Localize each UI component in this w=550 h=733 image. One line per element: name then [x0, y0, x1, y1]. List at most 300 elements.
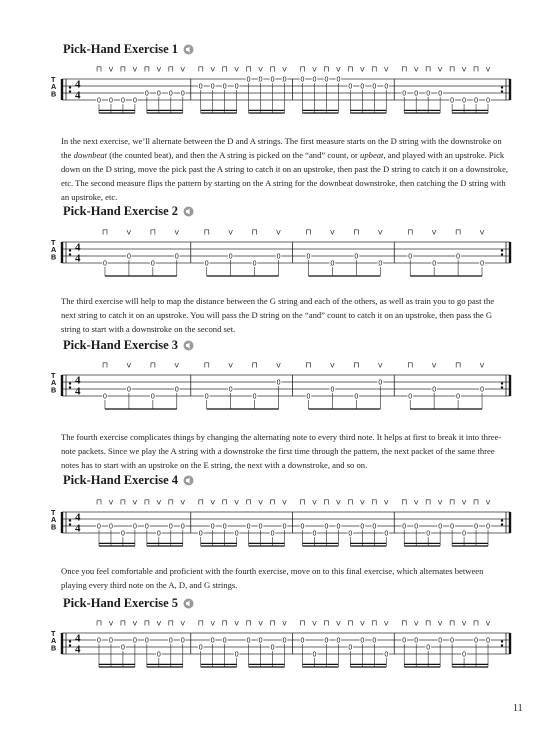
- downstroke-icon: ⊓: [269, 497, 276, 507]
- fret-number: 0: [234, 83, 239, 91]
- fret-number: 0: [324, 523, 329, 531]
- upstroke-icon: V: [378, 361, 383, 370]
- upstroke-icon: V: [336, 619, 341, 628]
- downstroke-icon: ⊓: [143, 497, 150, 507]
- repeat-dot: [501, 519, 503, 521]
- time-signature-top: 4: [75, 511, 81, 524]
- fret-number: 0: [450, 523, 455, 531]
- fret-number: 0: [246, 76, 251, 84]
- downstroke-icon: ⊓: [472, 497, 480, 507]
- exercise-title: Pick-Hand Exercise 2: [63, 204, 179, 218]
- paragraph-2: The third exercise will help to map the distance between the G string and each of the others, as well as train you to go past the next string to catch it on an upstroke. You will pass the D string on the “and” count to catch it on an upstroke, then pass the G string to start with a downstroke on the second set.: [61, 296, 495, 334]
- tab-staff: [51, 498, 510, 547]
- fret-number: 0: [198, 530, 203, 538]
- fret-number: 0: [174, 386, 179, 394]
- downstroke-icon: ⊓: [425, 64, 432, 74]
- downstroke-icon: ⊓: [197, 497, 204, 507]
- fret-number: 0: [330, 260, 335, 268]
- upstroke-icon: V: [276, 228, 281, 237]
- fret-number: 0: [438, 523, 443, 531]
- upstroke-icon: V: [360, 498, 365, 507]
- fret-number: 0: [132, 523, 137, 531]
- upstroke-icon: V: [228, 361, 233, 370]
- upstroke-icon: V: [413, 619, 419, 628]
- tab-staff-exercise-1: [0, 63, 550, 113]
- exercise-2-heading: [63, 204, 194, 221]
- downstroke-icon: ⊓: [472, 618, 480, 628]
- repeat-dot: [501, 382, 503, 384]
- fret-number: 0: [150, 393, 155, 401]
- time-signature-bottom: 4: [75, 385, 81, 398]
- downstroke-icon: ⊓: [323, 618, 330, 628]
- downstroke-icon: ⊓: [197, 618, 204, 628]
- fret-number: 0: [480, 260, 484, 268]
- tab-staff: [51, 361, 510, 410]
- downstroke-icon: ⊓: [425, 618, 432, 628]
- fret-number: 0: [312, 76, 317, 84]
- upstroke-icon: V: [437, 65, 443, 74]
- downstroke-icon: ⊓: [167, 497, 174, 507]
- paragraph-4: Once you feel comfortable and proficient with the fourth exercise, move on to this final exercise, which alternates between playing every third note on the A, D, and G strings.: [61, 566, 484, 590]
- tab-clef-letter: T: [51, 238, 56, 247]
- repeat-dot: [69, 86, 71, 88]
- fret-number: 0: [246, 637, 251, 645]
- fret-number: 0: [234, 651, 239, 659]
- fret-number: 0: [180, 637, 185, 645]
- fret-number: 0: [246, 523, 251, 531]
- downstroke-icon: ⊓: [454, 227, 462, 237]
- fret-number: 0: [276, 253, 281, 261]
- fret-number: 0: [120, 644, 125, 652]
- upstroke-icon: V: [132, 619, 138, 628]
- fret-number: 0: [204, 393, 209, 401]
- downstroke-icon: ⊓: [203, 360, 210, 370]
- downstroke-icon: ⊓: [407, 227, 414, 237]
- downstroke-icon: ⊓: [353, 227, 360, 237]
- downstroke-icon: ⊓: [149, 227, 156, 237]
- fret-number: 0: [210, 637, 215, 645]
- downstroke-icon: ⊓: [305, 227, 312, 237]
- downstroke-icon: ⊓: [269, 618, 276, 628]
- downstroke-icon: ⊓: [119, 64, 127, 74]
- downstroke-icon: ⊓: [347, 497, 354, 507]
- tab-staff-exercise-3: [0, 359, 550, 409]
- fret-number: 0: [402, 523, 407, 531]
- fret-number: 0: [97, 97, 101, 105]
- fret-number: 0: [228, 253, 233, 261]
- upstroke-icon: V: [210, 65, 215, 74]
- upstroke-icon: V: [180, 498, 185, 507]
- upstroke-icon: V: [156, 619, 162, 628]
- downstroke-icon: ⊓: [143, 64, 150, 74]
- fret-number: 0: [150, 260, 155, 268]
- downstroke-icon: ⊓: [371, 64, 378, 74]
- downstroke-icon: ⊓: [323, 497, 330, 507]
- fret-number: 0: [109, 97, 113, 105]
- downstroke-icon: ⊓: [95, 64, 103, 74]
- downstroke-icon: ⊓: [245, 497, 252, 507]
- upstroke-icon: V: [108, 498, 114, 507]
- fret-number: 0: [360, 523, 365, 531]
- upstroke-icon: V: [479, 228, 485, 237]
- downstroke-icon: ⊓: [371, 497, 378, 507]
- fret-number: 0: [109, 637, 113, 645]
- tab-staff-exercise-5: [0, 617, 550, 667]
- fret-number: 0: [372, 523, 377, 531]
- downstroke-icon: ⊓: [95, 497, 103, 507]
- downstroke-icon: ⊓: [251, 227, 258, 237]
- downstroke-icon: ⊓: [119, 618, 127, 628]
- fret-number: 0: [252, 260, 257, 268]
- upstroke-icon: V: [437, 498, 443, 507]
- upstroke-icon: V: [126, 361, 132, 370]
- repeat-dot: [69, 519, 71, 521]
- upstroke-icon: V: [485, 498, 491, 507]
- fret-number: 0: [306, 253, 311, 261]
- downstroke-icon: ⊓: [221, 618, 228, 628]
- downstroke-icon: ⊓: [401, 618, 408, 628]
- fret-number: 0: [198, 644, 203, 652]
- tab-staff: [51, 619, 510, 668]
- upstroke-icon: V: [485, 619, 491, 628]
- time-signature-top: 4: [75, 632, 81, 645]
- repeat-dot: [501, 86, 503, 88]
- audio-icon[interactable]: [183, 340, 194, 355]
- fret-number: 0: [120, 530, 125, 538]
- upstroke-icon: V: [312, 65, 317, 74]
- tab-clef-letter: B: [51, 643, 57, 653]
- upstroke-icon: V: [132, 65, 138, 74]
- fret-number: 0: [156, 651, 161, 659]
- downstroke-icon: ⊓: [221, 497, 228, 507]
- upstroke-icon: V: [330, 228, 335, 237]
- upstroke-icon: V: [258, 65, 263, 74]
- fret-number: 0: [348, 644, 353, 652]
- downstroke-icon: ⊓: [305, 360, 312, 370]
- tab-clef-letter: B: [51, 252, 57, 262]
- fret-number: 0: [144, 523, 149, 531]
- tab-clef-letter: T: [51, 508, 56, 517]
- fret-number: 0: [414, 637, 419, 645]
- downstroke-icon: ⊓: [251, 360, 258, 370]
- tab-clef-letter: T: [51, 629, 56, 638]
- audio-icon[interactable]: [183, 206, 194, 221]
- downstroke-icon: ⊓: [448, 64, 456, 74]
- downstroke-icon: ⊓: [299, 618, 306, 628]
- fret-number: 0: [270, 644, 275, 652]
- repeat-dot: [69, 386, 71, 388]
- fret-number: 0: [426, 530, 431, 538]
- exercise-5-heading: [63, 596, 194, 613]
- upstroke-icon: V: [258, 498, 263, 507]
- downstroke-icon: ⊓: [425, 497, 432, 507]
- upstroke-icon: V: [413, 498, 419, 507]
- upstroke-icon: V: [431, 228, 437, 237]
- fret-number: 0: [282, 523, 287, 531]
- upstroke-icon: V: [126, 228, 132, 237]
- fret-number: 0: [384, 651, 389, 659]
- fret-number: 0: [462, 651, 467, 659]
- upstroke-icon: V: [378, 228, 383, 237]
- upstroke-icon: V: [461, 619, 467, 628]
- fret-number: 0: [486, 523, 490, 531]
- upstroke-icon: V: [360, 619, 365, 628]
- downstroke-icon: ⊓: [245, 64, 252, 74]
- fret-number: 0: [103, 260, 107, 268]
- fret-number: 0: [402, 637, 407, 645]
- downstroke-icon: ⊓: [401, 497, 408, 507]
- fret-number: 0: [228, 386, 233, 394]
- fret-number: 0: [132, 97, 137, 105]
- upstroke-icon: V: [234, 619, 239, 628]
- tab-clef-letter: A: [51, 636, 57, 646]
- fret-number: 0: [300, 76, 305, 84]
- upstroke-icon: V: [384, 65, 389, 74]
- tab-clef-letter: B: [51, 385, 57, 395]
- repeat-dot: [501, 386, 503, 388]
- fret-number: 0: [210, 83, 215, 91]
- downstroke-icon: ⊓: [101, 227, 109, 237]
- upstroke-icon: V: [276, 361, 281, 370]
- fret-number: 0: [348, 530, 353, 538]
- exercise-4-heading: [63, 473, 194, 490]
- repeat-dot: [501, 523, 503, 525]
- upstroke-icon: V: [360, 65, 365, 74]
- fret-number: 0: [306, 393, 311, 401]
- fret-number: 0: [378, 260, 383, 268]
- fret-number: 0: [414, 523, 419, 531]
- fret-number: 0: [438, 637, 443, 645]
- audio-icon[interactable]: [183, 44, 194, 59]
- downstroke-icon: ⊓: [347, 64, 354, 74]
- fret-number: 0: [360, 637, 365, 645]
- tab-clef-letter: A: [51, 82, 57, 92]
- upstroke-icon: V: [180, 619, 185, 628]
- upstroke-icon: V: [282, 65, 287, 74]
- upstroke-icon: V: [234, 498, 239, 507]
- fret-number: 0: [354, 393, 359, 401]
- fret-number: 0: [156, 530, 161, 538]
- fret-number: 0: [198, 83, 203, 91]
- fret-number: 0: [474, 637, 478, 645]
- fret-number: 0: [144, 637, 149, 645]
- fret-number: 0: [336, 637, 341, 645]
- repeat-dot: [69, 523, 71, 525]
- tab-clef-letter: B: [51, 522, 57, 532]
- repeat-dot: [69, 249, 71, 251]
- downstroke-icon: ⊓: [197, 64, 204, 74]
- repeat-dot: [69, 640, 71, 642]
- downstroke-icon: ⊓: [269, 64, 276, 74]
- fret-number: 0: [426, 90, 431, 98]
- fret-number: 0: [270, 530, 275, 538]
- exercise-title: Pick-Hand Exercise 3: [63, 338, 179, 352]
- fret-number: 0: [168, 90, 173, 98]
- fret-number: 0: [486, 637, 490, 645]
- downstroke-icon: ⊓: [407, 360, 414, 370]
- fret-number: 0: [432, 386, 437, 394]
- fret-number: 0: [300, 523, 305, 531]
- upstroke-icon: V: [384, 498, 389, 507]
- upstroke-icon: V: [210, 619, 215, 628]
- fret-number: 0: [258, 523, 263, 531]
- fret-number: 0: [180, 523, 185, 531]
- fret-number: 0: [234, 530, 239, 538]
- fret-number: 0: [372, 637, 377, 645]
- fret-number: 0: [384, 83, 389, 91]
- repeat-dot: [501, 640, 503, 642]
- fret-number: 0: [462, 530, 467, 538]
- upstroke-icon: V: [228, 228, 233, 237]
- upstroke-icon: V: [479, 361, 485, 370]
- upstroke-icon: V: [485, 65, 491, 74]
- fret-number: 0: [156, 90, 161, 98]
- fret-number: 0: [97, 637, 101, 645]
- repeat-dot: [501, 90, 503, 92]
- fret-number: 0: [222, 83, 227, 91]
- upstroke-icon: V: [108, 65, 114, 74]
- fret-number: 0: [486, 97, 490, 105]
- fret-number: 0: [222, 637, 227, 645]
- fret-number: 0: [144, 90, 149, 98]
- fret-number: 0: [180, 90, 185, 98]
- tab-staff: [51, 228, 510, 277]
- repeat-dot: [69, 382, 71, 384]
- downstroke-icon: ⊓: [143, 618, 150, 628]
- downstroke-icon: ⊓: [299, 64, 306, 74]
- tab-clef-letter: A: [51, 378, 57, 388]
- downstroke-icon: ⊓: [448, 497, 456, 507]
- fret-number: 0: [210, 523, 215, 531]
- tab-clef-letter: T: [51, 371, 56, 380]
- downstroke-icon: ⊓: [149, 360, 156, 370]
- repeat-dot: [69, 644, 71, 646]
- fret-number: 0: [282, 76, 287, 84]
- upstroke-icon: V: [413, 65, 419, 74]
- repeat-dot: [501, 644, 503, 646]
- downstroke-icon: ⊓: [167, 64, 174, 74]
- exercise-title: Pick-Hand Exercise 5: [63, 596, 179, 610]
- upstroke-icon: V: [174, 228, 180, 237]
- upstroke-icon: V: [461, 498, 467, 507]
- fret-number: 0: [126, 253, 131, 261]
- audio-icon[interactable]: [183, 475, 194, 490]
- fret-number: 0: [372, 83, 377, 91]
- fret-number: 0: [258, 637, 263, 645]
- exercise-title: Pick-Hand Exercise 4: [63, 473, 179, 487]
- fret-number: 0: [132, 637, 137, 645]
- repeat-dot: [501, 249, 503, 251]
- fret-number: 0: [462, 97, 467, 105]
- downstroke-icon: ⊓: [454, 360, 462, 370]
- fret-number: 0: [204, 260, 209, 268]
- fret-number: 0: [312, 530, 317, 538]
- fret-number: 0: [408, 253, 413, 261]
- fret-number: 0: [126, 386, 131, 394]
- upstroke-icon: V: [210, 498, 215, 507]
- tab-clef-letter: T: [51, 75, 56, 84]
- downstroke-icon: ⊓: [472, 64, 480, 74]
- tab-staff: [51, 65, 510, 114]
- tab-clef-letter: A: [51, 245, 57, 255]
- downstroke-icon: ⊓: [101, 360, 109, 370]
- time-signature-bottom: 4: [75, 643, 81, 656]
- fret-number: 0: [456, 253, 461, 261]
- fret-number: 0: [103, 393, 107, 401]
- fret-number: 0: [109, 523, 113, 531]
- fret-number: 0: [402, 90, 407, 98]
- fret-number: 0: [456, 393, 461, 401]
- fret-number: 0: [438, 90, 443, 98]
- fret-number: 0: [378, 379, 383, 387]
- fret-number: 0: [300, 637, 305, 645]
- upstroke-icon: V: [282, 498, 287, 507]
- fret-number: 0: [97, 523, 101, 531]
- upstroke-icon: V: [437, 619, 443, 628]
- fret-number: 0: [336, 76, 341, 84]
- downstroke-icon: ⊓: [119, 497, 127, 507]
- audio-icon[interactable]: [183, 598, 194, 613]
- upstroke-icon: V: [132, 498, 138, 507]
- fret-number: 0: [324, 637, 329, 645]
- downstroke-icon: ⊓: [245, 618, 252, 628]
- time-signature-top: 4: [75, 241, 81, 254]
- upstroke-icon: V: [258, 619, 263, 628]
- downstroke-icon: ⊓: [448, 618, 456, 628]
- fret-number: 0: [324, 76, 329, 84]
- downstroke-icon: ⊓: [353, 360, 360, 370]
- fret-number: 0: [330, 386, 335, 394]
- upstroke-icon: V: [312, 498, 317, 507]
- fret-number: 0: [474, 97, 478, 105]
- fret-number: 0: [450, 637, 455, 645]
- fret-number: 0: [282, 637, 287, 645]
- fret-number: 0: [384, 530, 389, 538]
- upstroke-icon: V: [330, 361, 335, 370]
- upstroke-icon: V: [312, 619, 317, 628]
- fret-number: 0: [360, 83, 365, 91]
- repeat-dot: [501, 253, 503, 255]
- time-signature-bottom: 4: [75, 252, 81, 265]
- paragraph-3: The fourth exercise complicates things by changing the alternating note to every third note. It helps at first to break it into three-note packets. Since we play the A string with a downstroke the first time through the pattern, the next packet of the same three notes has to start with an upstroke on the E string, the next with a downstroke, and so on.: [61, 432, 502, 470]
- fret-number: 0: [168, 637, 173, 645]
- fret-number: 0: [354, 253, 359, 261]
- fret-number: 0: [426, 644, 431, 652]
- downstroke-icon: ⊓: [95, 618, 103, 628]
- fret-number: 0: [168, 523, 173, 531]
- exercise-3-heading: [63, 338, 194, 355]
- downstroke-icon: ⊓: [401, 64, 408, 74]
- fret-number: 0: [174, 253, 179, 261]
- upstroke-icon: V: [336, 498, 341, 507]
- repeat-dot: [69, 90, 71, 92]
- upstroke-icon: V: [234, 65, 239, 74]
- tab-clef-letter: B: [51, 89, 57, 99]
- time-signature-top: 4: [75, 78, 81, 91]
- upstroke-icon: V: [282, 619, 287, 628]
- upstroke-icon: V: [336, 65, 341, 74]
- exercise-1-heading: [63, 42, 194, 59]
- downstroke-icon: ⊓: [299, 497, 306, 507]
- page-number: 11: [513, 703, 523, 714]
- time-signature-bottom: 4: [75, 89, 81, 102]
- tab-clef-letter: A: [51, 515, 57, 525]
- upstroke-icon: V: [431, 361, 437, 370]
- upstroke-icon: V: [461, 65, 467, 74]
- repeat-dot: [69, 253, 71, 255]
- fret-number: 0: [480, 386, 484, 394]
- fret-number: 0: [252, 393, 257, 401]
